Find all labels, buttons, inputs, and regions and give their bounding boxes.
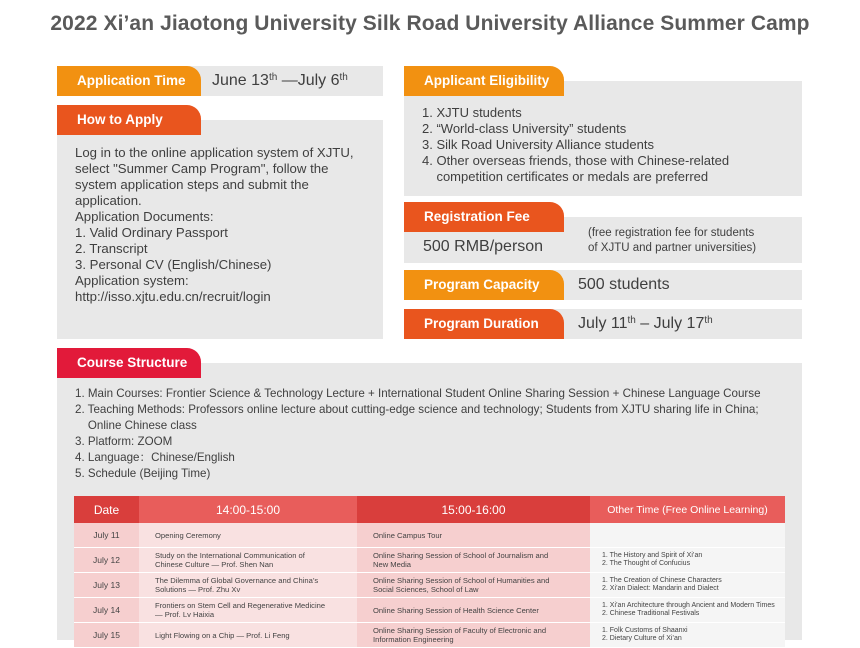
row-slot-1: The Dilemma of Global Governance and China’s Solutions — Prof. Zhu Xv — [139, 573, 357, 598]
program-capacity-value: 500 students — [578, 276, 670, 293]
row-date: July 12 — [74, 548, 139, 573]
schedule-table — [74, 496, 785, 648]
table-row — [74, 573, 785, 598]
row-slot-1: Frontiers on Stem Cell and Regenerative Medicine — Prof. Lv Haixia — [139, 598, 357, 623]
eligibility-label: Applicant Eligibility — [404, 66, 564, 96]
table-row — [74, 548, 785, 573]
row-date: July 13 — [74, 573, 139, 598]
header-slot-2: 15:00-16:00 — [357, 496, 590, 523]
table-row — [74, 598, 785, 623]
row-other: 1. The Creation of Chinese Characters 2. Xi’an Dialect: Mandarin and Dialect — [590, 573, 785, 598]
how-to-apply-text: Log in to the online application system of XJTU, select "Summer Camp Program", follow the system application steps and submit the application. Application Documents: 1. Valid Ordinary Passport 2. Transcript 3. Personal CV (English/Chinese) Application system: http://isso.xjtu.edu.cn/recruit/login — [75, 145, 354, 304]
program-duration-label: Program Duration — [404, 309, 564, 339]
course-structure-text: 1. Main Courses: Frontier Science & Technology Lecture + International Student Online Sharing Session + Chinese Language Course 2. Teaching Methods: Professors online lecture about cutting-edge science and technology; Students from XJTU sharing life in China; Online Chinese class 3. Platform: ZOOM 4. Language：Chinese/English 5. Schedule (Beijing Time) — [75, 387, 761, 480]
course-structure-label: Course Structure — [57, 348, 201, 378]
row-other: 1. Folk Customs of Shaanxi 2. Dietary Culture of Xi’an — [590, 623, 785, 648]
row-slot-2: Online Sharing Session of School of Journalism and New Media — [357, 548, 590, 573]
page-title: 2022 Xi’an Jiaotong University Silk Road University Alliance Summer Camp — [50, 12, 810, 35]
row-slot-1: Study on the International Communication of Chinese Culture — Prof. Shen Nan — [139, 548, 357, 573]
row-slot-2: Online Sharing Session of Faculty of Electronic and Information Engineering — [357, 623, 590, 648]
row-date: July 14 — [74, 598, 139, 623]
program-duration-value: July 11th – July 17th — [578, 315, 713, 332]
registration-fee-note: (free registration fee for students of XJTU and partner universities) — [588, 227, 757, 254]
eligibility-text: 1. XJTU students 2. “World-class University” students 3. Silk Road University Alliance students 4. Other overseas friends, those with Chinese-related competition certificates or medals are preferred — [422, 105, 730, 184]
table-row — [74, 523, 785, 548]
row-slot-2: Online Sharing Session of School of Humanities and Social Sciences, School of Law — [357, 573, 590, 598]
application-time-value: June 13th —July 6th — [212, 72, 348, 89]
application-time-label: Application Time — [57, 66, 201, 96]
how-to-apply-label: How to Apply — [57, 105, 201, 135]
row-other — [590, 523, 785, 548]
registration-fee-value: 500 RMB/person — [423, 238, 544, 255]
row-slot-1: Light Flowing on a Chip — Prof. Li Feng — [139, 623, 357, 648]
row-date: July 11 — [74, 523, 139, 548]
header-other: Other Time (Free Online Learning) — [590, 496, 785, 523]
row-other: 1. The History and Spirit of Xi’an 2. The Thought of Confucius — [590, 548, 785, 573]
row-slot-2: Online Campus Tour — [357, 523, 590, 548]
row-other: 1. Xi’an Architecture through Ancient and Modern Times 2. Chinese Traditional Festivals — [590, 598, 785, 623]
program-capacity-label: Program Capacity — [404, 270, 564, 300]
header-slot-1: 14:00-15:00 — [139, 496, 357, 523]
table-row — [74, 623, 785, 648]
row-slot-1: Opening Ceremony — [139, 523, 357, 548]
header-date: Date — [74, 496, 139, 523]
registration-fee-label: Registration Fee — [404, 202, 564, 232]
schedule-header-row — [74, 496, 785, 523]
row-slot-2: Online Sharing Session of Health Science Center — [357, 598, 590, 623]
row-date: July 15 — [74, 623, 139, 648]
